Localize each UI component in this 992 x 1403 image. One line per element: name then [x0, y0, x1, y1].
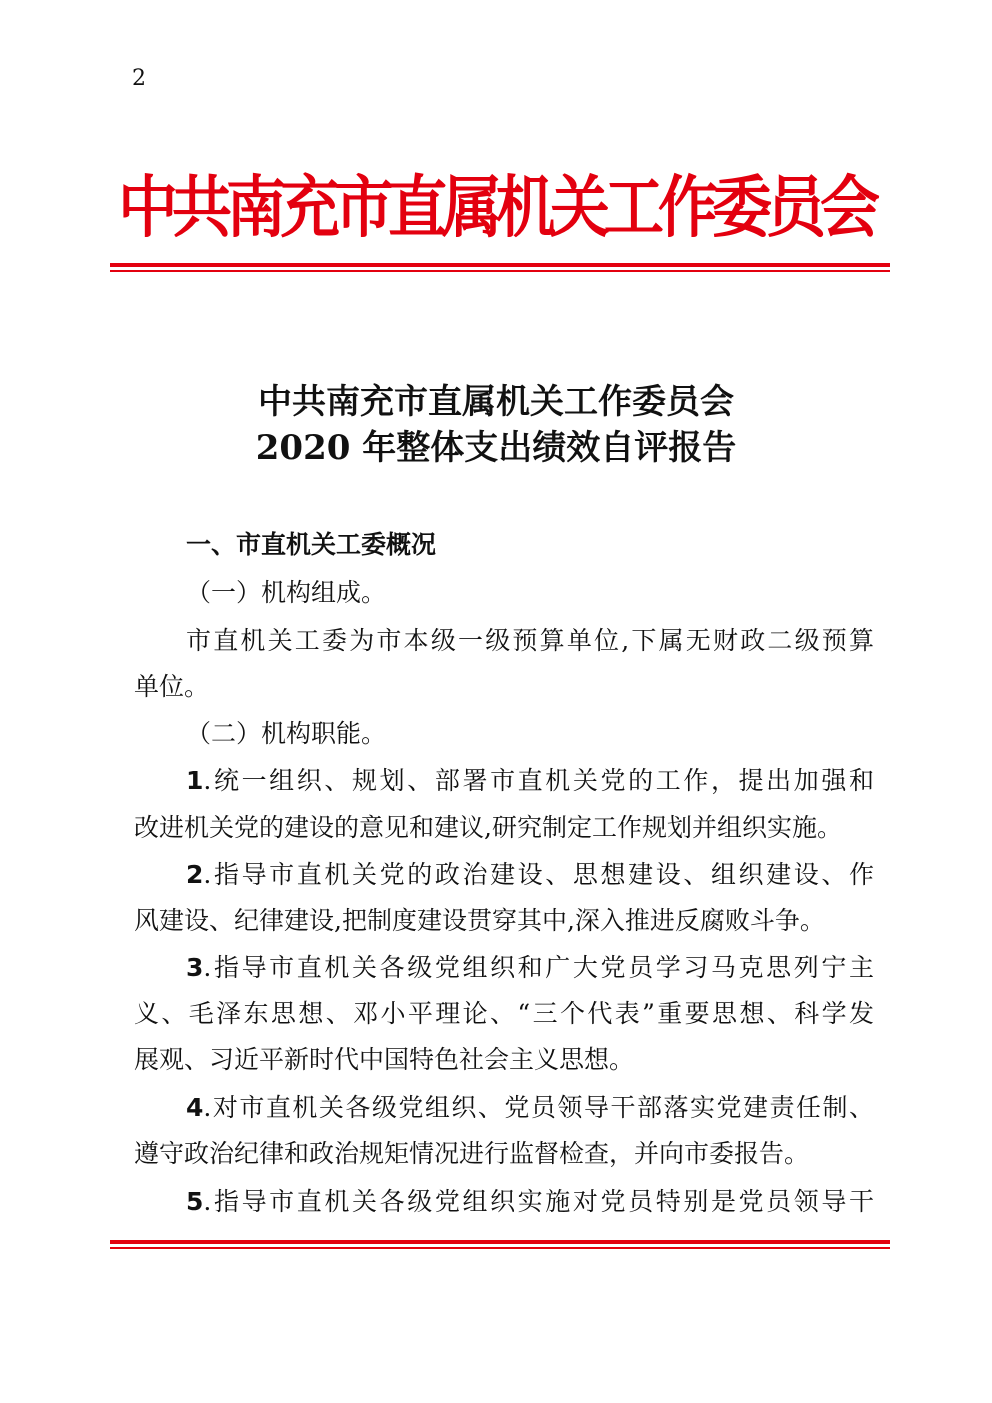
list-item-text: .指导市直机关各级党组织实施对党员特别是党员领导干: [203, 1187, 874, 1216]
letterhead-divider-top: [110, 263, 890, 272]
list-item-line: [186, 764, 874, 798]
subsection-heading-1: （一）机构组成。: [186, 578, 387, 607]
list-item-text: .对市直机关各级党组织、党员领导干部落实党建责任制、: [203, 1093, 874, 1122]
paragraph-line: 单位。: [134, 672, 210, 701]
list-item-number: 3: [186, 953, 204, 982]
list-item-text: .指导市直机关党的政治建设、思想建设、组织建设、作: [203, 860, 874, 889]
list-item-text: .指导市直机关各级党组织和广大党员学习马克思列宁主: [203, 953, 874, 982]
list-item-line: 义、毛泽东思想、邓小平理论、“三个代表”重要思想、科学发: [134, 999, 874, 1028]
list-item-number: 1: [186, 766, 204, 795]
document-title-line2: 2020 年整体支出绩效自评报告: [255, 428, 737, 468]
subsection-heading-2: （二）机构职能。: [186, 719, 387, 748]
list-item-line: [186, 1091, 874, 1125]
list-item-line: 展观、习近平新时代中国特色社会主义思想。: [134, 1045, 635, 1074]
list-item-line: [186, 858, 874, 892]
list-item-number: 2: [186, 860, 204, 889]
list-item-line: 遵守政治纪律和政治规矩情况进行监督检查，并向市委报告。: [134, 1139, 810, 1168]
list-item-line: [186, 1185, 874, 1219]
paragraph-line: 市直机关工委为市本级一级预算单位,下属无财政二级预算: [186, 626, 874, 655]
list-item-text: .统一组织、规划、部署市直机关党的工作，提出加强和: [203, 766, 874, 795]
list-item-number: 5: [186, 1187, 204, 1216]
document-title-line1: 中共南充市直属机关工作委员会: [258, 382, 734, 422]
list-item-line: [186, 951, 874, 985]
list-item-line: 风建设、纪律建设,把制度建设贯穿其中,深入推进反腐败斗争。: [134, 906, 825, 935]
list-item-line: 改进机关党的建设的意见和建议,研究制定工作规划并组织实施。: [134, 813, 842, 842]
letterhead-divider-bottom: [110, 1240, 890, 1249]
red-letterhead-title: 中共南充市直属机关工作委员会: [118, 168, 874, 248]
section-heading: 一、市直机关工委概况: [186, 530, 437, 559]
page-number: 2: [132, 66, 146, 91]
list-item-number: 4: [186, 1093, 204, 1122]
